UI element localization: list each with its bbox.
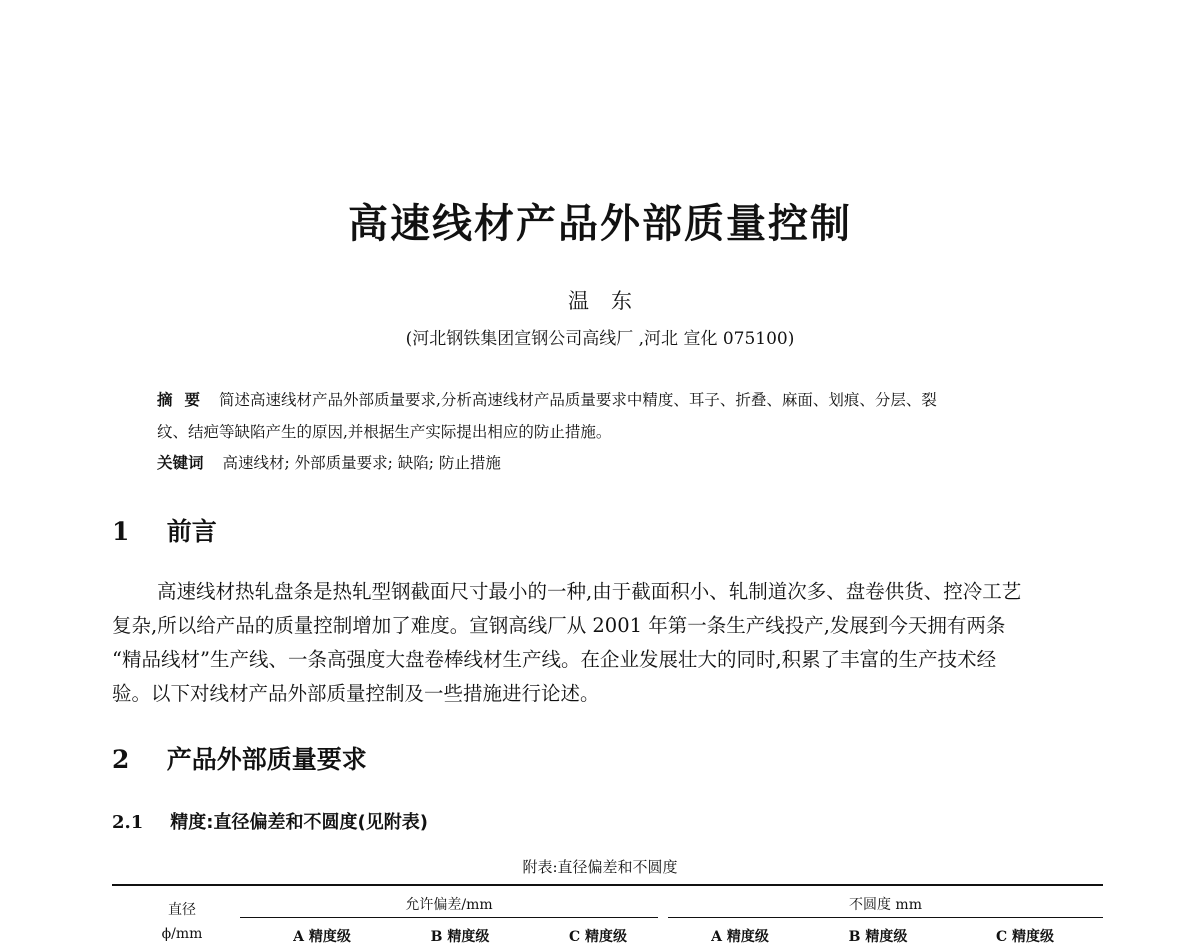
diameter-header: 直径 bbox=[168, 902, 196, 918]
keywords-line bbox=[157, 453, 501, 473]
section-2-number: 2 bbox=[112, 745, 130, 774]
section-1-number: 1 bbox=[112, 517, 130, 546]
section-2-title: 产品外部质量要求 bbox=[166, 745, 367, 774]
paragraph-line: 验。以下对线材产品外部质量控制及一些措施进行论述。 bbox=[112, 682, 600, 705]
diameter-unit-header: ϕ/mm bbox=[161, 926, 203, 942]
keywords-text: 高速线材; 外部质量要求; 缺陷; 防止措施 bbox=[222, 454, 501, 472]
table-top-rule bbox=[112, 884, 1103, 886]
subheader-ovality-a: A 精度级 bbox=[711, 929, 769, 945]
section-1-heading bbox=[112, 512, 217, 548]
abstract-line-2 bbox=[157, 422, 611, 442]
subheader-ovality-b: B 精度级 bbox=[848, 929, 908, 945]
ovality-group-rule bbox=[668, 917, 1103, 918]
section-2-heading bbox=[112, 740, 367, 776]
paragraph-line: 复杂,所以给产品的质量控制增加了难度。宣钢高线厂从 2001 年第一条生产线投产,发展到今天拥有两条 bbox=[112, 614, 1006, 637]
tolerance-group-rule bbox=[240, 917, 658, 918]
paragraph-line: “精品线材”生产线、一条高强度大盘卷棒线材生产线。在企业发展壮大的同时,积累了丰富的生产技术经 bbox=[112, 648, 997, 671]
paragraph-line: 高速线材热轧盘条是热轧型钢截面尺寸最小的一种,由于截面积小、轧制道次多、盘卷供货、控冷工艺 bbox=[157, 580, 1022, 603]
section-2-1-heading bbox=[112, 808, 428, 834]
section-1-title: 前言 bbox=[166, 517, 217, 546]
section-2-1-title: 精度:直径偏差和不圆度(见附表) bbox=[170, 812, 428, 833]
ovality-group-header: 不圆度 mm bbox=[848, 897, 922, 913]
section-1-paragraph bbox=[112, 575, 1102, 711]
section-2-1-number: 2.1 bbox=[112, 812, 144, 833]
subheader-tolerance-a: A 精度级 bbox=[293, 929, 351, 945]
subheader-ovality-c: C 精度级 bbox=[995, 929, 1055, 945]
keywords-label: 关键词 bbox=[157, 454, 204, 472]
table-caption: 附表:直径偏差和不圆度 bbox=[522, 858, 678, 876]
abstract-line-1 bbox=[157, 390, 937, 410]
subheader-tolerance-b: B 精度级 bbox=[430, 929, 490, 945]
tolerance-group-header: 允许偏差/mm bbox=[405, 897, 493, 913]
author-affiliation: (河北钢铁集团宣钢公司高线厂 ,河北 宣化 075100) bbox=[405, 329, 795, 349]
subheader-tolerance-c: C 精度级 bbox=[568, 929, 628, 945]
abstract-label: 摘要 bbox=[157, 391, 213, 409]
abstract-text-1: 简述高速线材产品外部质量要求,分析高速线材产品质量要求中精度、耳子、折叠、麻面、划痕、分层、裂 bbox=[218, 391, 937, 409]
paper-title: 高速线材产品外部质量控制 bbox=[348, 201, 852, 247]
author-name: 温东 bbox=[568, 289, 654, 313]
abstract-text-2: 纹、结疤等缺陷产生的原因,并根据生产实际提出相应的防止措施。 bbox=[157, 423, 612, 441]
